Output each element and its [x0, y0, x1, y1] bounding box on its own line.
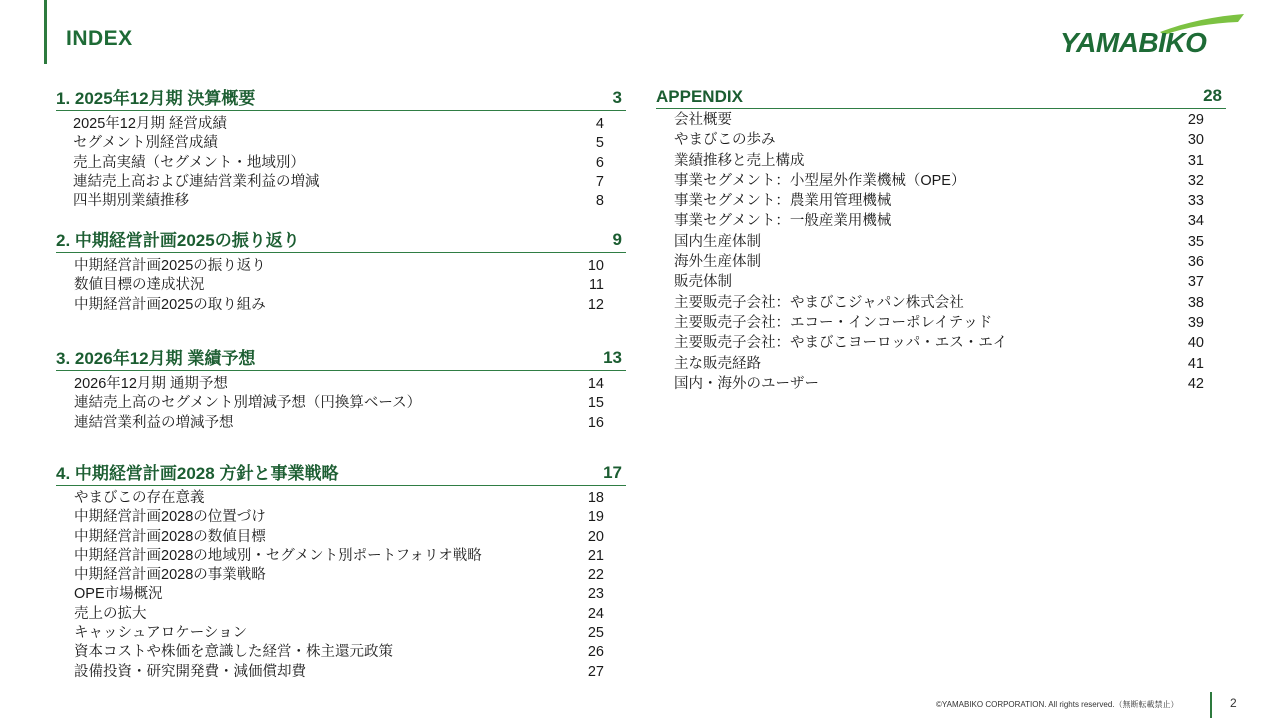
footer-copyright: ©YAMABIKO CORPORATION. All rights reserved.（無断転載禁止）	[936, 700, 1179, 709]
toc-section-2	[56, 228, 626, 315]
toc-item[interactable]: 事業セグメント：農業用管理機械 33	[674, 193, 1204, 210]
svg-text:YAMABIKO: YAMABIKO	[1060, 27, 1207, 58]
toc-item[interactable]: やまびこの存在意義 18	[74, 490, 604, 506]
toc-item[interactable]: セグメント別経営成績 5	[73, 135, 604, 152]
section-page-number: 13	[603, 348, 622, 367]
toc-item[interactable]: 主な販売経路 41	[674, 355, 1204, 372]
toc-item[interactable]: OPE市場概況 23	[74, 586, 604, 603]
toc-item[interactable]: 中期経営計画2028の数値目標 20	[74, 528, 604, 545]
section-page-number: 3	[612, 88, 622, 107]
toc-item[interactable]: 中期経営計画2028の事業戦略 22	[74, 567, 604, 584]
toc-item[interactable]: 事業セグメント：一般産業用機械 34	[674, 213, 1204, 230]
toc-item[interactable]: 中期経営計画2025の振り返り 10	[74, 258, 604, 274]
section-page-number: 28	[1203, 86, 1222, 105]
toc-item[interactable]: 中期経営計画2025の取り組み 12	[74, 296, 604, 313]
toc-item[interactable]: 四半期別業績推移 8	[73, 193, 604, 210]
page-title: INDEX	[66, 27, 133, 50]
toc-section-4	[56, 461, 626, 682]
footer-divider	[1210, 692, 1212, 718]
toc-section-appendix	[656, 84, 1226, 394]
toc-item[interactable]: 連結売上高のセグメント別増減予想（円換算ベース） 15	[74, 395, 604, 412]
toc-item[interactable]: やまびこの歩み 30	[674, 132, 1204, 149]
yamabiko-logo	[1056, 10, 1248, 60]
toc-item[interactable]: 2026年12月期 通期予想 14	[74, 376, 604, 392]
toc-item[interactable]: 売上の拡大 24	[74, 605, 604, 622]
toc-item[interactable]: 事業セグメント：小型屋外作業機械（OPE） 32	[674, 172, 1204, 189]
toc-item[interactable]: 中期経営計画2028の位置づけ 19	[74, 509, 604, 526]
toc-item[interactable]: 売上高実績（セグメント・地域別） 6	[73, 154, 604, 171]
toc-item[interactable]: 設備投資・研究開発費・減価償却費 27	[74, 663, 604, 680]
toc-item[interactable]: 数値目標の達成状況 11	[74, 277, 604, 294]
toc-item[interactable]: 業績推移と売上構成 31	[674, 152, 1204, 169]
toc-section-3	[56, 346, 626, 433]
section-title: APPENDIX	[656, 87, 743, 106]
section-title: 1. 2025年12月期 決算概要	[56, 89, 256, 108]
header-accent-bar	[44, 0, 47, 64]
toc-item[interactable]: 連結営業利益の増減予想 16	[74, 414, 604, 431]
toc-item[interactable]: 主要販売子会社：やまびこヨーロッパ・エス・エイ 40	[674, 335, 1204, 352]
section-page-number: 17	[603, 463, 622, 482]
toc-section-1	[56, 86, 626, 211]
toc-item[interactable]: キャッシュアロケーション 25	[74, 625, 604, 642]
section-title: 2. 中期経営計画2025の振り返り	[56, 231, 300, 250]
toc-item[interactable]: 中期経営計画2028の地域別・セグメント別ポートフォリオ戦略 21	[74, 547, 604, 564]
toc-item[interactable]: 2025年12月期 経営成績 4	[73, 116, 604, 132]
toc-item[interactable]: 資本コストや株価を意識した経営・株主還元政策 26	[74, 644, 604, 661]
toc-item[interactable]: 海外生産体制 36	[674, 254, 1204, 271]
footer-page-number: 2	[1230, 696, 1237, 710]
section-page-number: 9	[612, 230, 622, 249]
toc-item[interactable]: 主要販売子会社：やまびこジャパン株式会社 38	[674, 294, 1204, 311]
toc-item[interactable]: 販売体制 37	[674, 274, 1204, 291]
toc-item[interactable]: 会社概要 29	[674, 112, 1204, 128]
section-title: 4. 中期経営計画2028 方針と事業戦略	[56, 464, 339, 483]
toc-item[interactable]: 主要販売子会社：エコー・インコーポレイテッド 39	[674, 314, 1204, 331]
toc-item[interactable]: 国内・海外のユーザー 42	[674, 375, 1204, 392]
toc-item[interactable]: 連結売上高および連結営業利益の増減 7	[73, 173, 604, 190]
toc-item[interactable]: 国内生産体制 35	[674, 233, 1204, 250]
section-title: 3. 2026年12月期 業績予想	[56, 349, 256, 368]
